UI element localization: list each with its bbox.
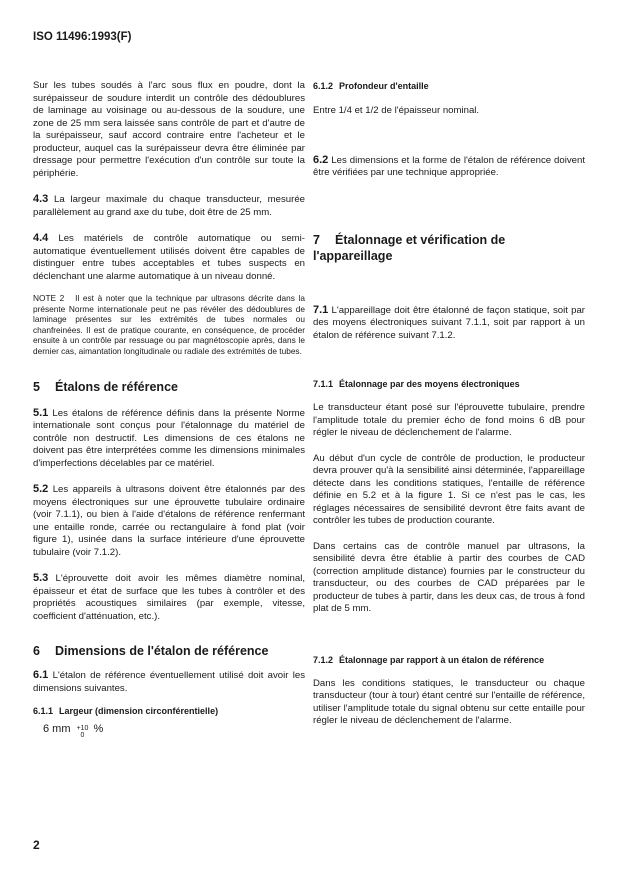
- clause-7-1-1-para-1: Le transducteur étant posé sur l'éprouvette tubulaire, prendre l'amplitude totale du premier écho de fond moins 6 dB pour régler le niveau de déclenchement de l'alarme.: [313, 402, 585, 438]
- section-7-heading: [313, 232, 585, 264]
- section-5-heading: [33, 379, 305, 395]
- subclause-title: Étalonnage par des moyens électroniques: [339, 379, 520, 389]
- subclause-7-1-2-heading: [313, 654, 585, 666]
- clause-text: La largeur maximale du chaque transducteur, mesurée parallèlement au grand axe du tube, doit être de 25 mm.: [33, 194, 306, 218]
- clause-5-2: [33, 483, 305, 559]
- right-column: [313, 80, 585, 741]
- clause-number: 5.2: [33, 483, 49, 496]
- clause-7-1-1-para-3: Dans certains cas de contrôle manuel par ultrasons, la sensibilité devra être établie à partir des courbes de CAD (correction amplitude distance) fournies par le constructeur du transducteur, ou des courbes de CAD préparées par le producteur de tubes à partir, dans les deux cas, de trous à fond plat de 5 mm.: [313, 540, 585, 614]
- clause-number: 6.2: [313, 153, 329, 166]
- tolerance-lower: 0: [80, 732, 85, 740]
- subclause-6-1-1-heading: [33, 705, 305, 717]
- subclause-number: 6.1.2: [313, 81, 334, 91]
- subclause-7-1-1-heading: [313, 378, 585, 390]
- clause-text: L'éprouvette doit avoir les mêmes diamètre nominal, épaisseur et état de surface que les tubes à contrôler et des propriétés acoustiques similaires (par exemple, vitesse, coefficient d'atténuation, etc.).: [33, 573, 305, 622]
- page-number: 2: [33, 838, 40, 852]
- clause-number: 6.1: [33, 669, 49, 682]
- clause-6-1: [33, 669, 305, 695]
- subclause-title: Largeur (dimension circonférentielle): [59, 706, 219, 717]
- document-header: ISO 11496:1993(F): [33, 31, 132, 43]
- clause-number: 5.1: [33, 406, 49, 419]
- tolerance-upper: +10: [76, 725, 89, 733]
- clause-text: Les appareils à ultrasons doivent être étalonnés par des moyens électroniques sur une éprouvette tubulaire ordinaire (voir 7.1.1), ou bien à l'aide d'étalons de référence renfermant une entaille ronde, carrée ou rectangulaire à fond plat (voir figure 1), usinée dans la surface intérieure d'une éprouvette tubulaire (voir 7.1.2).: [33, 484, 305, 558]
- tolerance-stack: [77, 725, 89, 739]
- subclause-title: Profondeur d'entaille: [339, 81, 429, 91]
- section-number: 6: [33, 644, 40, 659]
- section-title: Dimensions de l'étalon de référence: [55, 644, 269, 659]
- intro-paragraph: Sur les tubes soudés à l'arc sous flux en poudre, dont la surépaisseur de soudure interdit un contrôle des dédoublures de laminage au voisinage ou au-dessous de la soudure, une zone de 25 mm sera laissée sans contrôle de part et d'autre de la surépaisseur, sauf accord contraire entre l'acheteur et le producteur, auquel cas la surépaisseur devra être éliminée par dressage pour permettre l'exécution d'un contrôle sur toute la périphérie.: [33, 80, 305, 179]
- subclause-6-1-2-heading: [313, 80, 585, 92]
- clause-text: Les étalons de référence définis dans la présente Norme internationale sont conçus pour l'étalonnage du matériel de contrôle non destructif. Les dimensions de ces étalons ne doivent pas être interprétées comme les dimensions minimales d'imperfections décelables par ce matériel.: [33, 407, 305, 469]
- subclause-number: 6.1.1: [33, 706, 54, 717]
- clause-5-3: [33, 572, 305, 623]
- section-title: Étalons de référence: [55, 379, 178, 394]
- subclause-title: Étalonnage par rapport à un étalon de référence: [339, 654, 545, 665]
- clause-7-1: [313, 304, 585, 343]
- clause-text: Les matériels de contrôle automatique ou semi-automatique éventuellement utilisés doivent être capables de distinguer entre tubes acceptables et tubes suspects en déclenchant une alarme automatique à un niveau donné.: [33, 233, 306, 282]
- clause-5-1: [33, 407, 305, 471]
- clause-7-1-1-para-2: Au début d'un cycle de contrôle de production, le producteur devra prouver qu'à la sensibilité ainsi déterminée, l'appareillage détecte dans les conditions statiques, l'entaille de référence définie en 5.2 et à la figure 1. Si ce n'est pas le cas, les réglages nécessaires de sensibilité devront être faits avant de contrôler les tubes de production courante.: [313, 452, 585, 526]
- note-text: Il est à noter que la technique par ultrasons décrite dans la présente Norme internationale peut ne pas révéler des dédoublures de laminage présentes sur les extrémités de tubes normales ou chanfreinées. Il est de pratique courante, en conséquence, de procéder ensuite à un contrôle par ressuage ou par magnétoscopie après, dans le dernier cas, aimantation longitudinale ou radiale des extrémités de tubes.: [33, 293, 305, 356]
- clause-text: L'étalon de référence éventuellement utilisé doit avoir les dimensions suivantes.: [33, 670, 305, 694]
- clause-number: 5.3: [33, 572, 49, 585]
- clause-6-2: [313, 154, 585, 180]
- formula-unit: %: [93, 723, 104, 736]
- clause-text: L'appareillage doit être étalonné de façon statique, soit par des moyens électroniques suivant 7.1.1, soit par rapport à un étalon de référence suivant 7.1.2.: [313, 304, 585, 341]
- clause-7-1-2-text: Dans les conditions statiques, le transducteur ou chaque transducteur (tour à tour) étant centré sur l'entaille de référence, utiliser l'amplitude totale du signal obtenu sur cette entaille pour régler le niveau de déclenchement de l'alarme.: [313, 677, 585, 726]
- subclause-number: 7.1.2: [313, 654, 334, 665]
- clause-text: Les dimensions et la forme de l'étalon de référence doivent être vérifiées par une technique appropriée.: [313, 154, 585, 178]
- clause-4-4: [33, 232, 305, 283]
- clause-6-1-2-text: Entre 1/4 et 1/2 de l'épaisseur nominal.: [313, 105, 480, 116]
- section-title: Étalonnage et vérification de l'appareillage: [313, 232, 506, 263]
- note-2: [33, 293, 305, 357]
- note-label: NOTE 2: [33, 293, 65, 303]
- section-6-heading: [33, 643, 305, 659]
- width-tolerance-formula: [43, 723, 305, 739]
- clause-number: 7.1: [313, 303, 329, 316]
- clause-number: 4.3: [33, 193, 49, 205]
- section-number: 7: [313, 232, 320, 247]
- subclause-number: 7.1.1: [313, 379, 334, 389]
- section-number: 5: [33, 379, 40, 394]
- clause-4-3: [33, 193, 305, 219]
- left-column: [33, 80, 305, 739]
- clause-number: 4.4: [33, 232, 49, 244]
- formula-value: 6 mm: [43, 723, 71, 736]
